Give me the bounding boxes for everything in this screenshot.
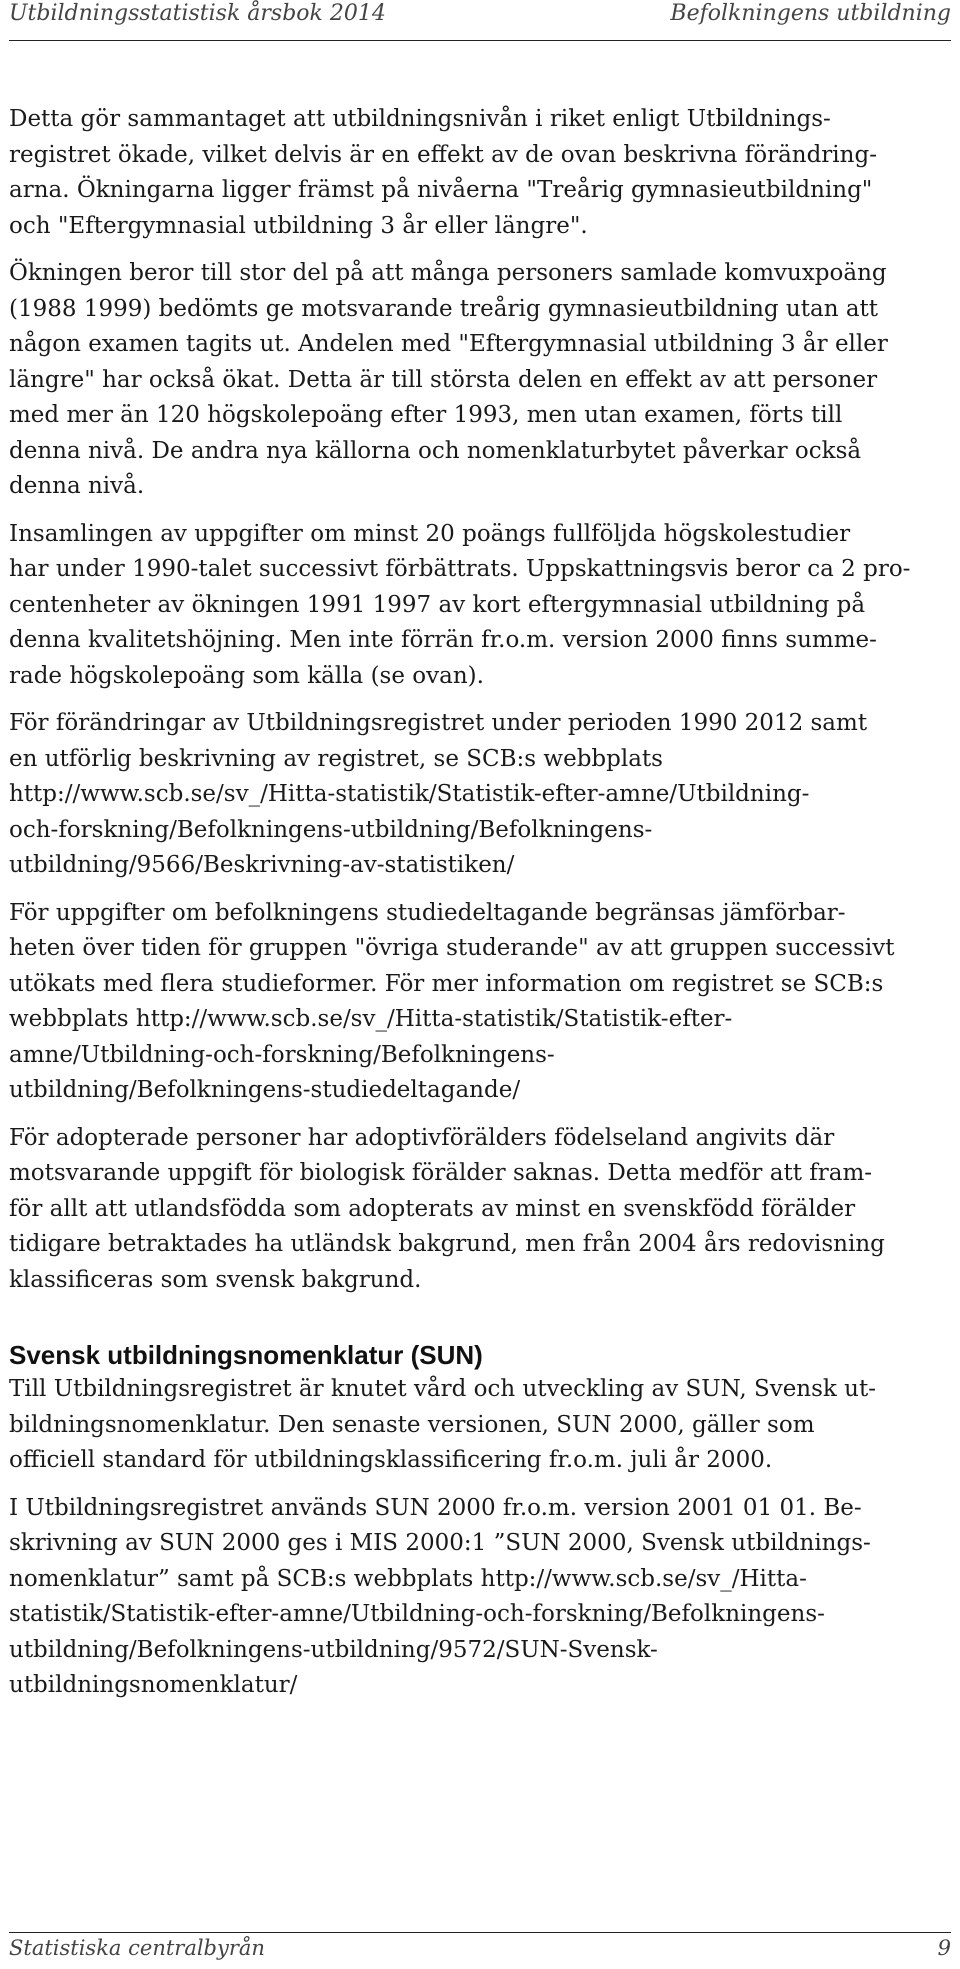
paragraph: För adopterade personer har adoptivförälders födelseland angivits där motsvarande uppgift för biologisk förälder saknas. Detta medför att fram- för allt att utlandsfödda som adopterats av minst en svenskfödd förälder tidigare betraktades ha utländsk bakgrund, men från 2004 års redovisning klassificeras som svensk bakgrund. (9, 1124, 885, 1293)
paragraph: Insamlingen av uppgifter om minst 20 poängs fullföljda högskolestudier har under 1990-talet successivt förbättrats. Uppskattningsvis beror ca 2 pro- centenheter av ökningen 1991 1997 av kort eftergymnasial utbildning på denna kvalitetshöjning. Men inte förrän fr.o.m. version 2000 finns summe- rade högskolepoäng som källa (se ovan). (9, 520, 911, 689)
running-title: Utbildningsstatistisk årsbok 2014 (9, 1, 386, 26)
paragraph: I Utbildningsregistret används SUN 2000 fr.o.m. version 2001 01 01. Be- skrivning av SUN 2000 ges i MIS 2000:1 ”SUN 2000, Svensk utbildnings- nomenklatur” samt på SCB:s webbplats http://www.scb.se/sv_/Hitta- statistik/Statistik-efter-amne/Utbildning-och-forskning/Befolkningens- utbildning/Befolkningens-utbildning/9572/SUN-Svensk- utbildningsnomenklatur/ (9, 1494, 871, 1698)
chapter-title: Befolkningens utbildning (670, 1, 951, 26)
page-header (9, 0, 951, 41)
paragraph: För uppgifter om befolkningens studiedeltagande begränsas jämförbar- heten över tiden för gruppen "övriga studerande" av att gruppen successivt utökats med flera studieformer. För mer information om registret se SCB:s webbplats http://www.scb.se/sv_/Hitta-statistik/Statistik-efter- amne/Utbildning-och-forskning/Befolkningens- utbildning/Befolkningens-studiedeltagande/ (9, 899, 895, 1103)
page-number: 9 (937, 1936, 951, 1960)
paragraph: Detta gör sammantaget att utbildningsnivån i riket enligt Utbildnings- registret ökade, vilket delvis är en effekt av de ovan beskrivna förändring- arna. Ökningarna ligger främst på nivåerna "Treårig gymnasieutbildning" och "Eftergymnasial utbildning 3 år eller längre". (9, 106, 877, 239)
section-heading: Svensk utbildningsnomenklatur (SUN) (9, 1340, 483, 1370)
paragraph: För förändringar av Utbildningsregistret under perioden 1990 2012 samt en utförlig beskrivning av registret, se SCB:s webbplats http://www.scb.se/sv_/Hitta-statistik/Statistik-efter-amne/Utbildning- och-forskning/Befolkningens-utbildning/Befolkningens- utbildning/9566/Beskrivning-av-statistiken/ (9, 710, 868, 878)
page-body (9, 102, 949, 1716)
paragraph: Till Utbildningsregistret är knutet vård och utveckling av SUN, Svensk ut- bildningsnomenklatur. Den senaste versionen, SUN 2000, gäller som officiell standard för utbildningsklassificering fr.o.m. juli år 2000. (9, 1376, 877, 1473)
page-footer (9, 1932, 951, 1969)
publisher-name: Statistiska centralbyrån (9, 1936, 265, 1960)
paragraph: Ökningen beror till stor del på att många personers samlade komvuxpoäng (1988 1999) bedömts ge motsvarande treårig gymnasieutbildning utan att någon examen tagits ut. Andelen med "Eftergymnasial utbildning 3 år eller längre" har också ökat. Detta är till största delen en effekt av att personer med mer än 120 högskolepoäng efter 1993, men utan examen, förts till denna nivå. De andra nya källorna och nomenklaturbytet påverkar också denna nivå. (9, 260, 888, 499)
